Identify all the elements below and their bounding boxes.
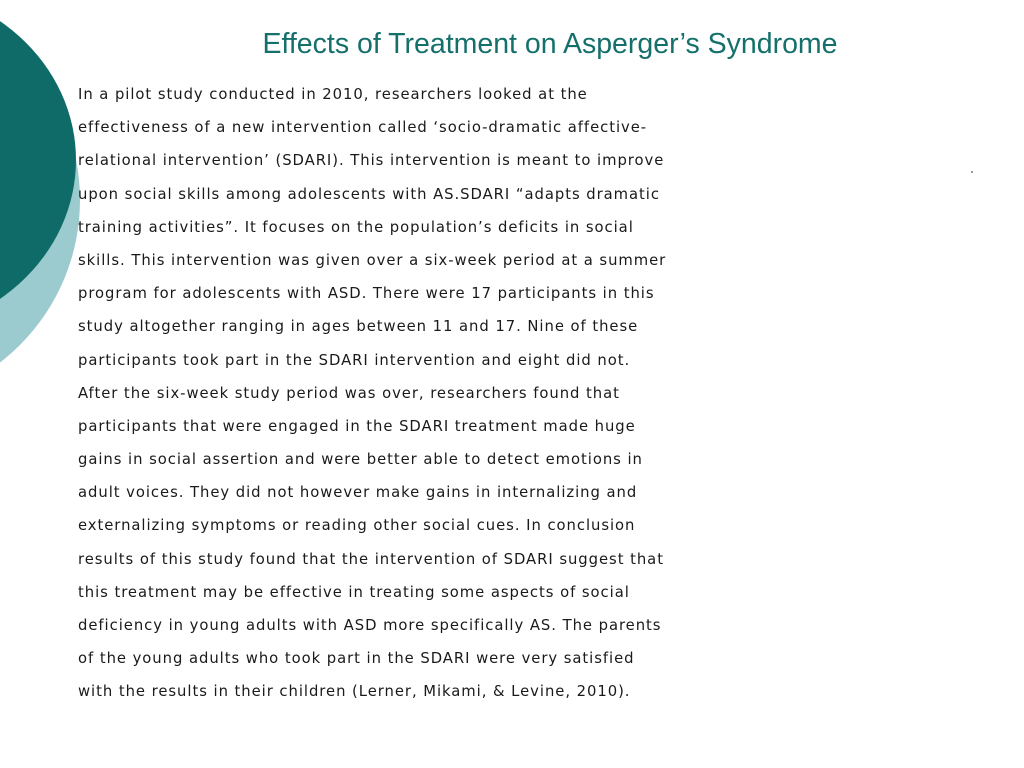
body-line: upon social skills among adolescents with AS.SDARI “adapts dramatic [78,185,660,203]
body-line: of the young adults who took part in the SDARI were very satisfied [78,650,635,668]
body-line: adult voices. They did not however make gains in internalizing and [78,484,638,502]
body-line: In a pilot study conducted in 2010, researchers looked at the [78,86,588,103]
body-line: with the results in their children (Lerner, Mikami, & Levine, 2010). [78,683,631,701]
body-line: training activities”. It focuses on the population’s deficits in social [78,218,634,236]
body-line: skills. This intervention was given over a six-week period at a summer [78,251,667,269]
body-paragraph [78,78,978,709]
body-line: this treatment may be effective in treating some aspects of social [78,583,630,601]
body-line: relational intervention’ (SDARI). This intervention is meant to improve [78,152,665,170]
body-line: effectiveness of a new intervention called ‘socio-dramatic affective- [78,119,648,137]
body-line: participants took part in the SDARI intervention and eight did not. [78,351,631,369]
stray-dot [971,171,973,173]
body-line: study altogether ranging in ages between 11 and 17. Nine of these [78,318,639,336]
body-line: deficiency in young adults with ASD more specifically AS. The parents [78,617,662,634]
body-line: gains in social assertion and were better able to detect emotions in [78,451,643,469]
slide-title: Effects of Treatment on Asperger’s Syndrome [262,28,838,60]
body-line: participants that were engaged in the SDARI treatment made huge [78,417,636,435]
body-line: results of this study found that the intervention of SDARI suggest that [78,550,664,568]
body-line: externalizing symptoms or reading other social cues. In conclusion [78,517,636,535]
body-line: After the six-week study period was over, researchers found that [78,384,620,402]
body-line: program for adolescents with ASD. There were 17 participants in this [78,285,655,303]
